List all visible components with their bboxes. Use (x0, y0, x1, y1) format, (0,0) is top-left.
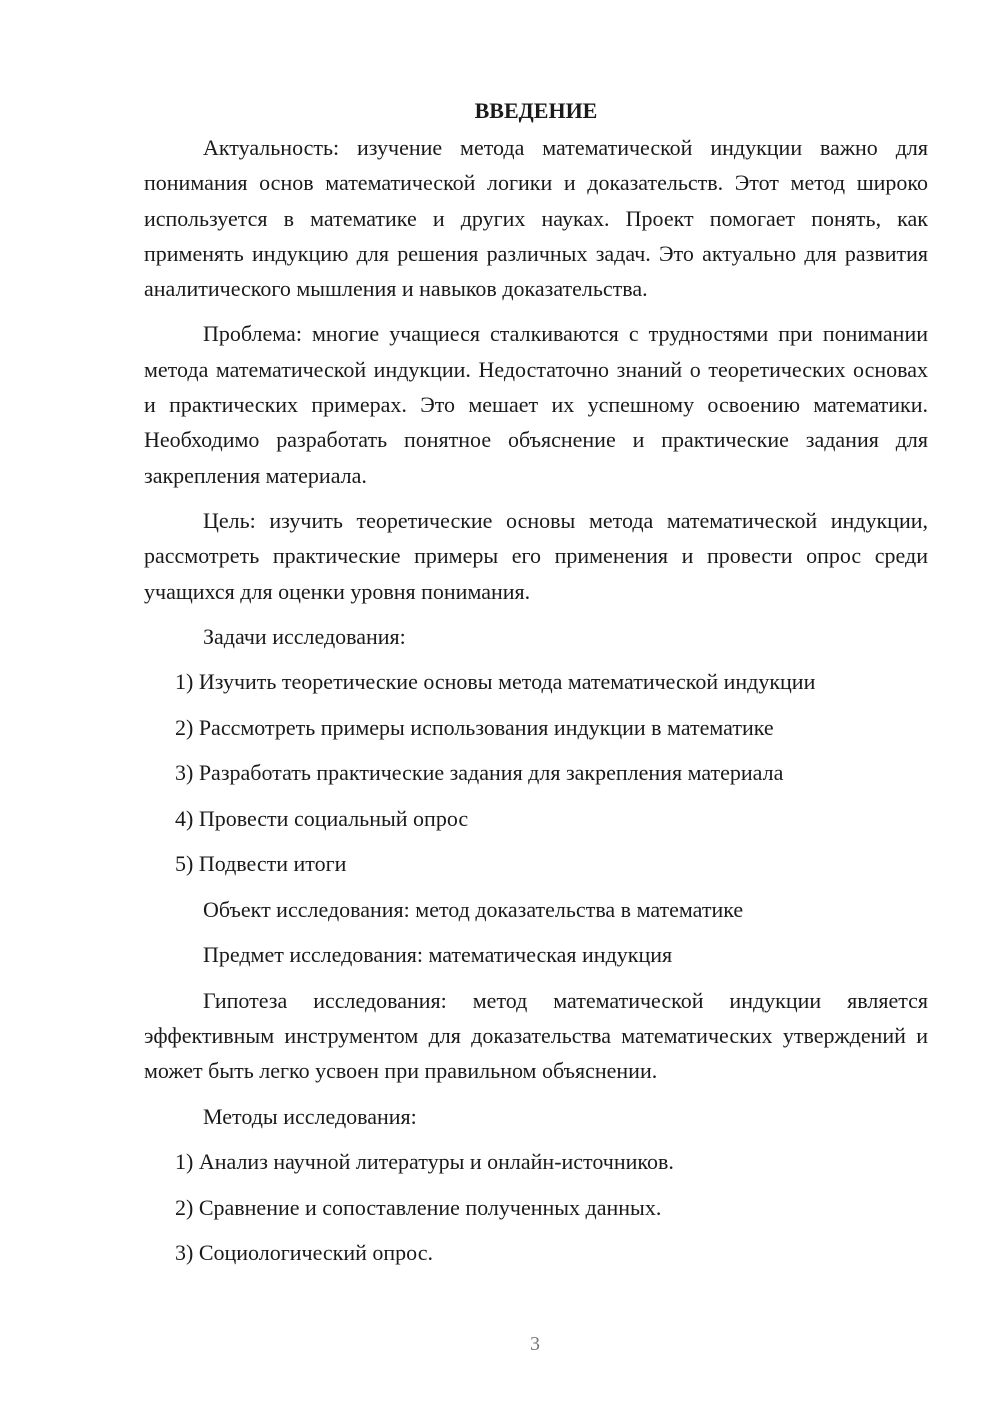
task-item: 2) Рассмотреть примеры использования индукции в математике (175, 714, 774, 740)
methods-heading: Методы исследования: (203, 1103, 417, 1129)
page-number: 3 (530, 1333, 540, 1355)
research-subject: Предмет исследования: математическая индукция (203, 942, 673, 968)
document-page (144, 96, 928, 1281)
task-item: 4) Провести социальный опрос (175, 805, 469, 831)
relevance-paragraph: Актуальность: изучение метода математической индукции важно для понимания основ математической логики и доказательств. Этот метод широко используется в математике и других науках. Проект помогает понять, как применять индукцию для решения различных задач. Это актуально для развития аналитического мышления и навыков доказательства. (144, 135, 928, 302)
method-item: 2) Сравнение и сопоставление полученных данных. (175, 1194, 662, 1220)
research-object: Объект исследования: метод доказательства в математике (203, 896, 744, 922)
method-item: 3) Социологический опрос. (175, 1240, 433, 1266)
task-item: 3) Разработать практические задания для закрепления материала (175, 760, 784, 786)
hypothesis-paragraph: Гипотеза исследования: метод математической индукции является эффективным инструментом для доказательства математических утверждений и может быть легко усвоен при правильном объяснении. (144, 987, 928, 1084)
task-item: 1) Изучить теоретические основы метода математической индукции (175, 669, 816, 695)
task-item: 5) Подвести итоги (175, 851, 347, 877)
problem-paragraph: Проблема: многие учащиеся сталкиваются с трудностями при понимании метода математической индукции. Недостаточно знаний о теоретических основах и практических примерах. Это мешает их успешному освоению математики. Необходимо разработать понятное объяснение и практические задания для закрепления материала. (144, 321, 928, 488)
method-item: 1) Анализ научной литературы и онлайн-источников. (175, 1149, 674, 1175)
page-title: ВВЕДЕНИЕ (474, 98, 598, 123)
goal-paragraph: Цель: изучить теоретические основы метода математической индукции, рассмотреть практические примеры его применения и провести опрос среди учащихся для оценки уровня понимания. (144, 507, 928, 604)
tasks-heading: Задачи исследования: (203, 623, 406, 649)
